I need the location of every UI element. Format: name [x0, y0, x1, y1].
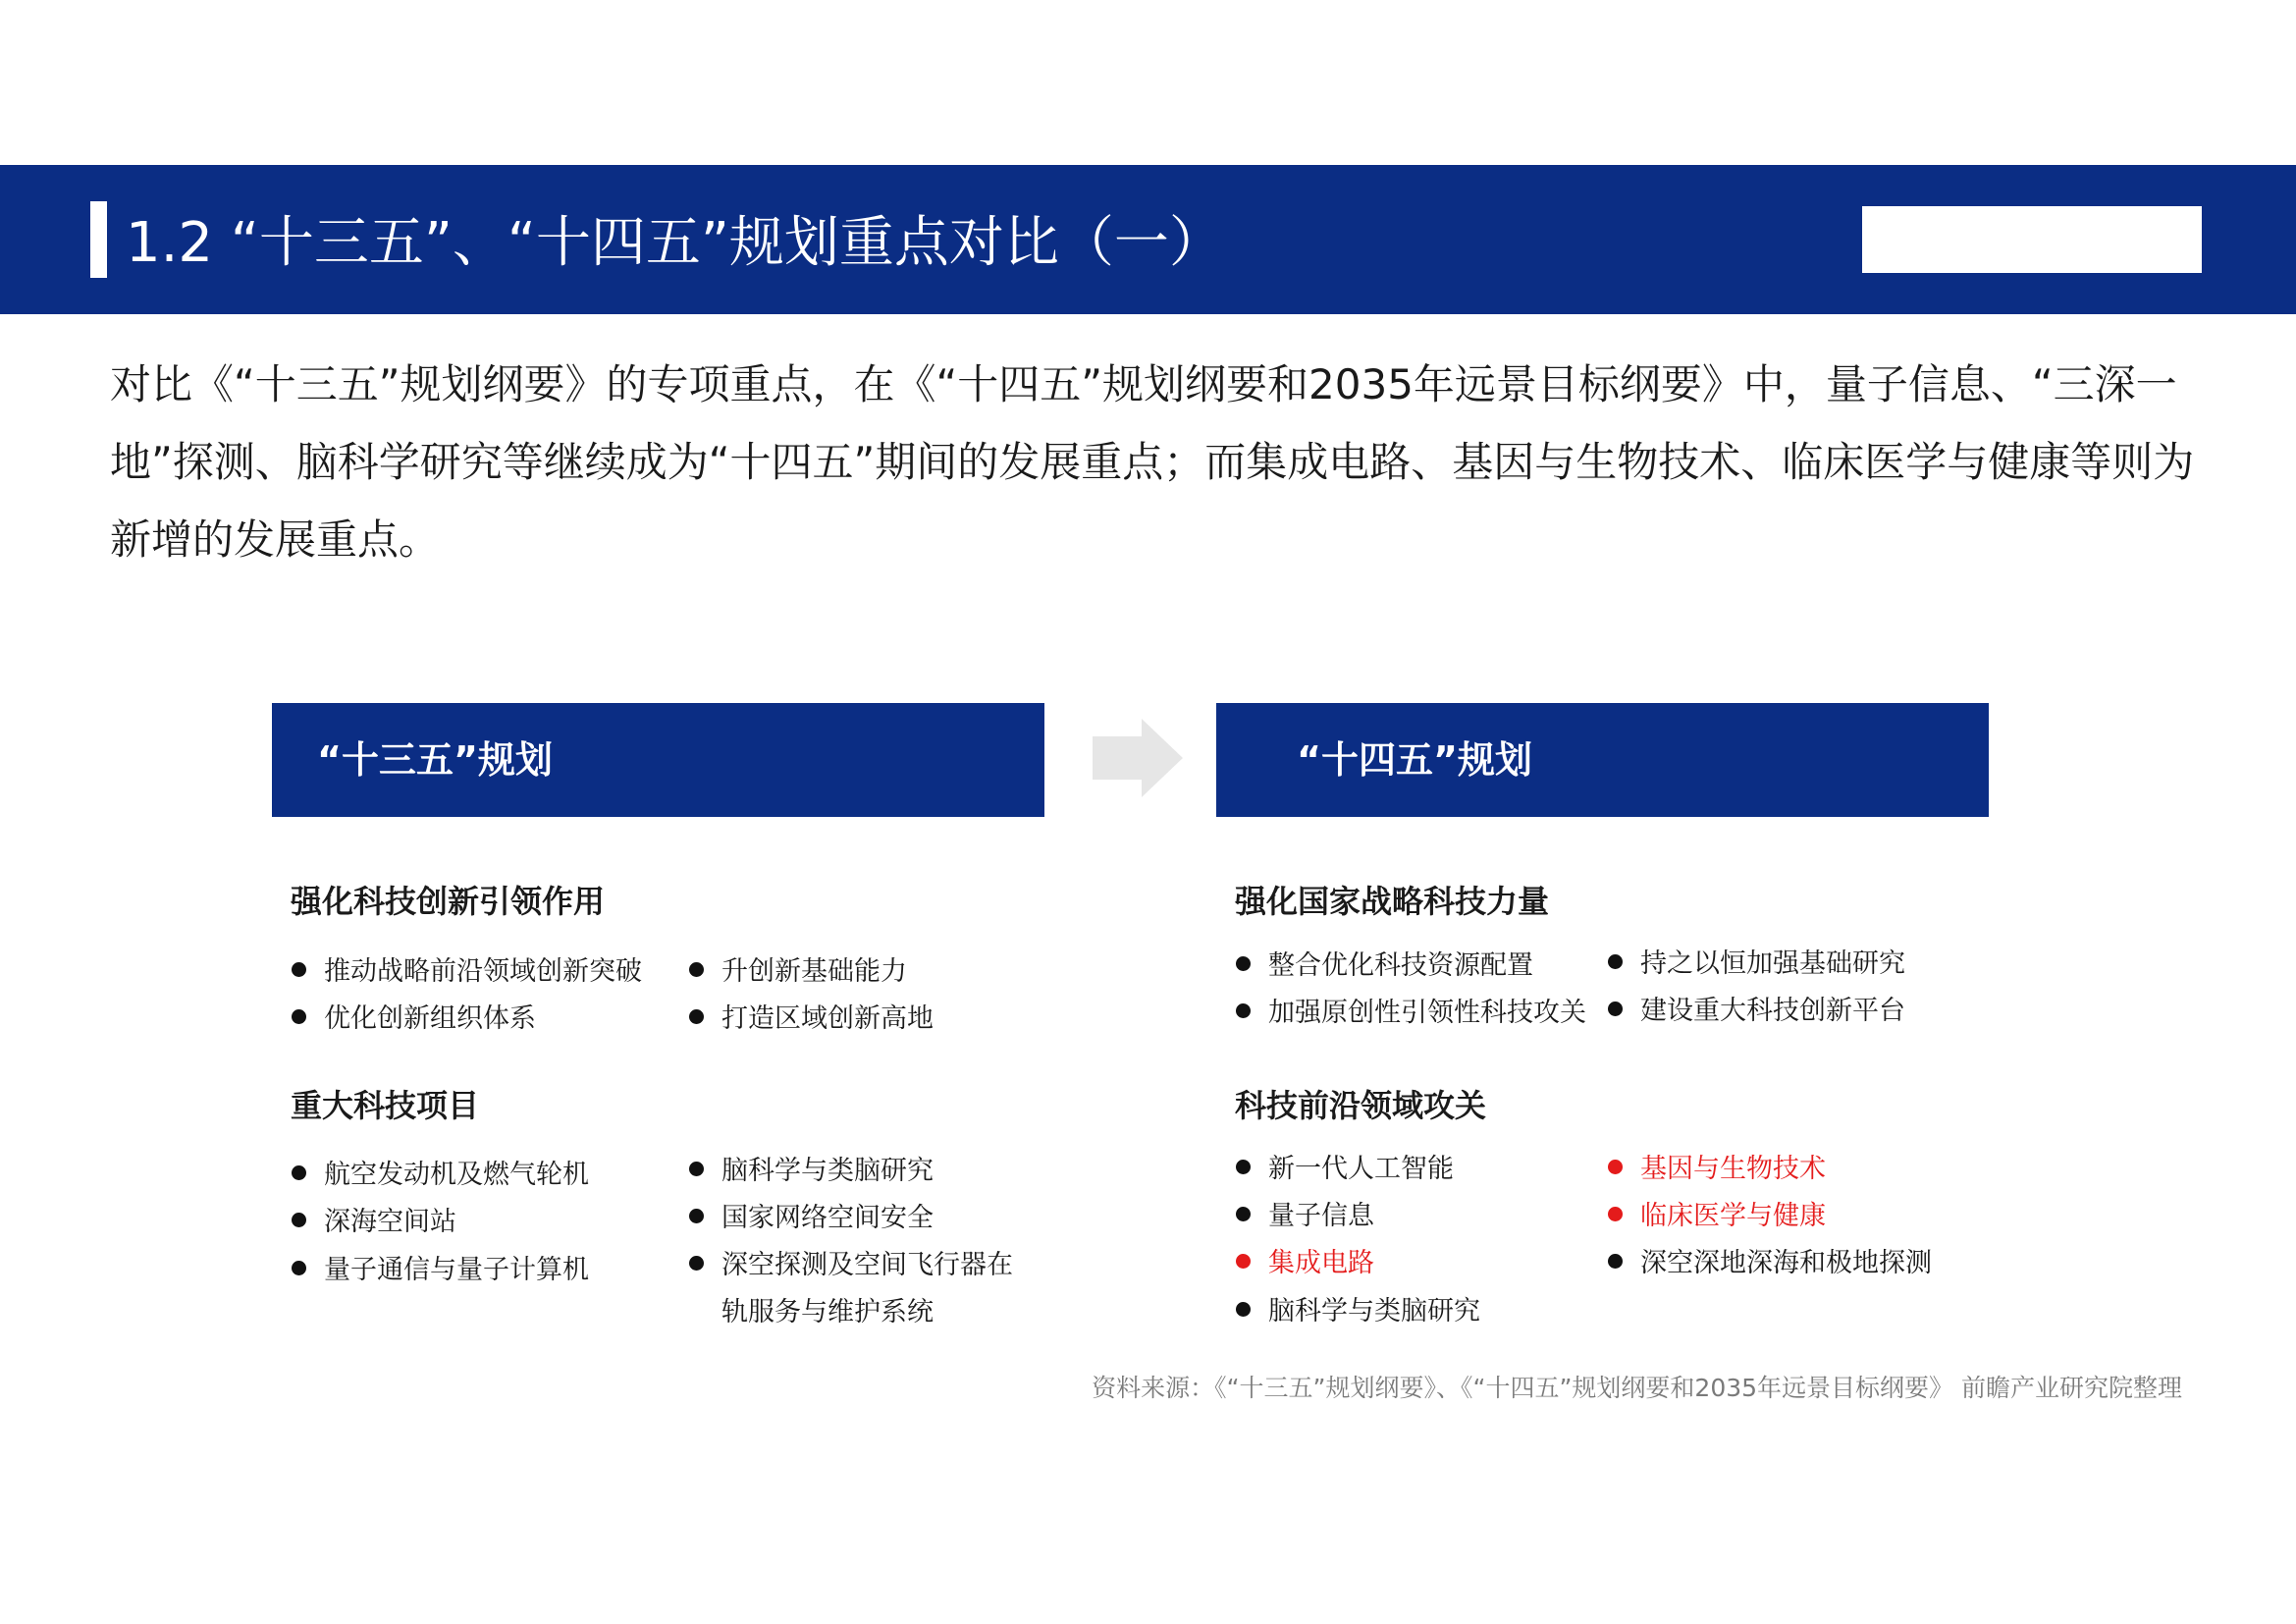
list-item: 优化创新组织体系	[292, 1001, 536, 1037]
list-item: 升创新基础能力	[689, 954, 907, 990]
header-logo-placeholder	[1862, 206, 2202, 273]
bullet	[1236, 956, 1251, 971]
list-item: 加强原创性引领性科技攻关	[1236, 996, 1586, 1031]
bullet	[1608, 1001, 1623, 1016]
bullet	[1236, 1254, 1251, 1269]
left-panel-title: “十三五”规划	[317, 738, 553, 782]
summary-paragraph: 对比《“十三五”规划纲要》的专项重点，在《“十四五”规划纲要和2035年远景目标纲要》中，量子信息、“三深一地”探测、脑科学研究等继续成为“十四五”期间的发展重点；而集成电路、基因与生物技术、临床医学与健康等则为新增的发展重点。	[110, 360, 2195, 564]
page-title: 1.2 “十三五”、“十四五”规划重点对比（一）	[126, 211, 1224, 275]
list-item-continuation: 轨服务与维护系统	[721, 1297, 934, 1327]
bullet	[689, 1009, 704, 1024]
bullet	[1236, 1003, 1251, 1018]
list-item: 整合优化科技资源配置	[1236, 948, 1533, 984]
bullet	[1236, 1302, 1251, 1317]
bullet	[292, 1009, 306, 1024]
list-item: 量子信息	[1236, 1199, 1374, 1234]
list-item: 脑科学与类脑研究	[1236, 1294, 1480, 1329]
bullet	[1608, 1254, 1623, 1269]
bullet	[689, 1256, 704, 1271]
source-note: 资料来源：《“十三五”规划纲要》、《“十四五”规划纲要和2035年远景目标纲要》 前瞻产业研究院整理	[1092, 1374, 2182, 1402]
left-section2-title: 重大科技项目	[291, 1087, 480, 1124]
right-section1-title: 强化国家战略科技力量	[1235, 883, 1550, 920]
bullet	[689, 962, 704, 977]
bullet	[292, 1261, 306, 1275]
bullet	[292, 1165, 306, 1180]
list-item-highlighted: 临床医学与健康	[1608, 1199, 1826, 1234]
list-item: 脑科学与类脑研究	[689, 1154, 934, 1189]
bullet	[1608, 1160, 1623, 1174]
list-item-highlighted: 集成电路	[1236, 1246, 1374, 1281]
list-item-highlighted: 基因与生物技术	[1608, 1152, 1826, 1187]
bullet	[1608, 954, 1623, 969]
list-item: 国家网络空间安全	[689, 1201, 934, 1236]
list-item: 持之以恒加强基础研究	[1608, 947, 1905, 982]
list-item: 航空发动机及燃气轮机	[292, 1158, 589, 1193]
list-item: 建设重大科技创新平台	[1608, 994, 1905, 1029]
right-section2-title: 科技前沿领域攻关	[1235, 1087, 1487, 1124]
right-panel-title: “十四五”规划	[1297, 738, 1532, 782]
bullet	[1608, 1207, 1623, 1221]
bullet	[292, 962, 306, 977]
list-item: 深空探测及空间飞行器在	[689, 1248, 1013, 1283]
list-item: 推动战略前沿领域创新突破	[292, 954, 642, 990]
list-item: 深海空间站	[292, 1205, 456, 1240]
arrow-right-icon	[1093, 719, 1183, 797]
bullet	[292, 1213, 306, 1227]
list-item: 打造区域创新高地	[689, 1001, 934, 1037]
right-panel-header	[1216, 703, 1989, 817]
bullet	[1236, 1207, 1251, 1221]
bullet	[689, 1162, 704, 1176]
list-item: 深空深地深海和极地探测	[1608, 1246, 1932, 1281]
left-panel-header	[272, 703, 1044, 817]
list-item: 新一代人工智能	[1236, 1152, 1454, 1187]
bullet	[689, 1209, 704, 1223]
left-section1-title: 强化科技创新引领作用	[291, 883, 606, 920]
header-accent-bar	[90, 201, 107, 278]
list-item: 量子通信与量子计算机	[292, 1253, 589, 1288]
bullet	[1236, 1160, 1251, 1174]
